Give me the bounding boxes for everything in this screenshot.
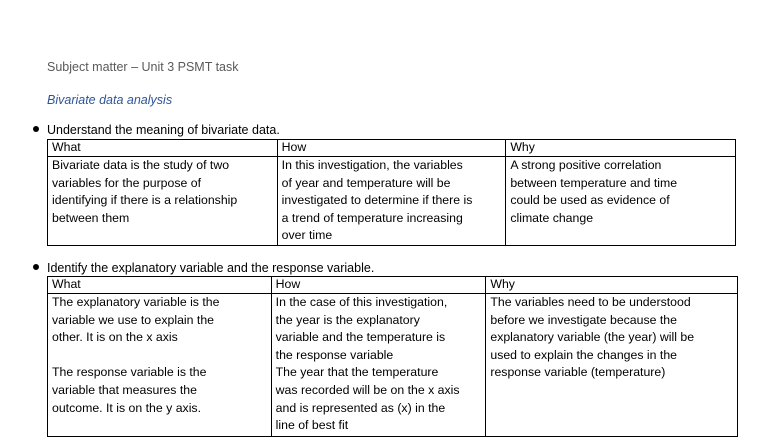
cell-how: In the case of this investigation, the year is the explanatory variable and the temperature is the response variable The year that the temperature was recorded will be on the x axis and is represented as (x) in the line of best fit xyxy=(271,294,486,437)
header-how: How xyxy=(277,140,506,157)
explanatory-response-table xyxy=(47,276,738,437)
bullet-dot-icon xyxy=(33,264,39,270)
bullet-item-2 xyxy=(33,260,374,276)
cell-what: Bivariate data is the study of two variables for the purpose of identifying if there is a relationship between them xyxy=(48,157,278,246)
bullet-text-1: Understand the meaning of bivariate data. xyxy=(47,123,280,137)
bullet-text-2: Identify the explanatory variable and the response variable. xyxy=(47,261,375,275)
header-how: How xyxy=(271,277,486,294)
cell-how: In this investigation, the variables of year and temperature will be investigated to determine if there is a trend of temperature increasing over time xyxy=(277,157,506,246)
header-why: Why xyxy=(506,140,736,157)
table-header-row xyxy=(48,140,736,157)
bullet-item-1 xyxy=(33,122,280,138)
subject-heading: Subject matter – Unit 3 PSMT task xyxy=(47,60,239,74)
header-what: What xyxy=(48,277,272,294)
table-row xyxy=(48,157,736,246)
bullet-dot-icon xyxy=(33,126,39,132)
table-row xyxy=(48,294,738,437)
table-header-row xyxy=(48,277,738,294)
header-what: What xyxy=(48,140,278,157)
cell-why: The variables need to be understood before we investigate because the explanatory variable (the year) will be used to explain the changes in the response variable (temperature) xyxy=(486,294,738,437)
header-why: Why xyxy=(486,277,738,294)
section-subtitle: Bivariate data analysis xyxy=(47,93,173,107)
cell-what: The explanatory variable is the variable we use to explain the other. It is on the x axis The response variable is the variable that measures the outcome. It is on the y axis. xyxy=(48,294,272,437)
cell-why: A strong positive correlation between temperature and time could be used as evidence of climate change xyxy=(506,157,736,246)
bivariate-meaning-table xyxy=(47,139,736,246)
